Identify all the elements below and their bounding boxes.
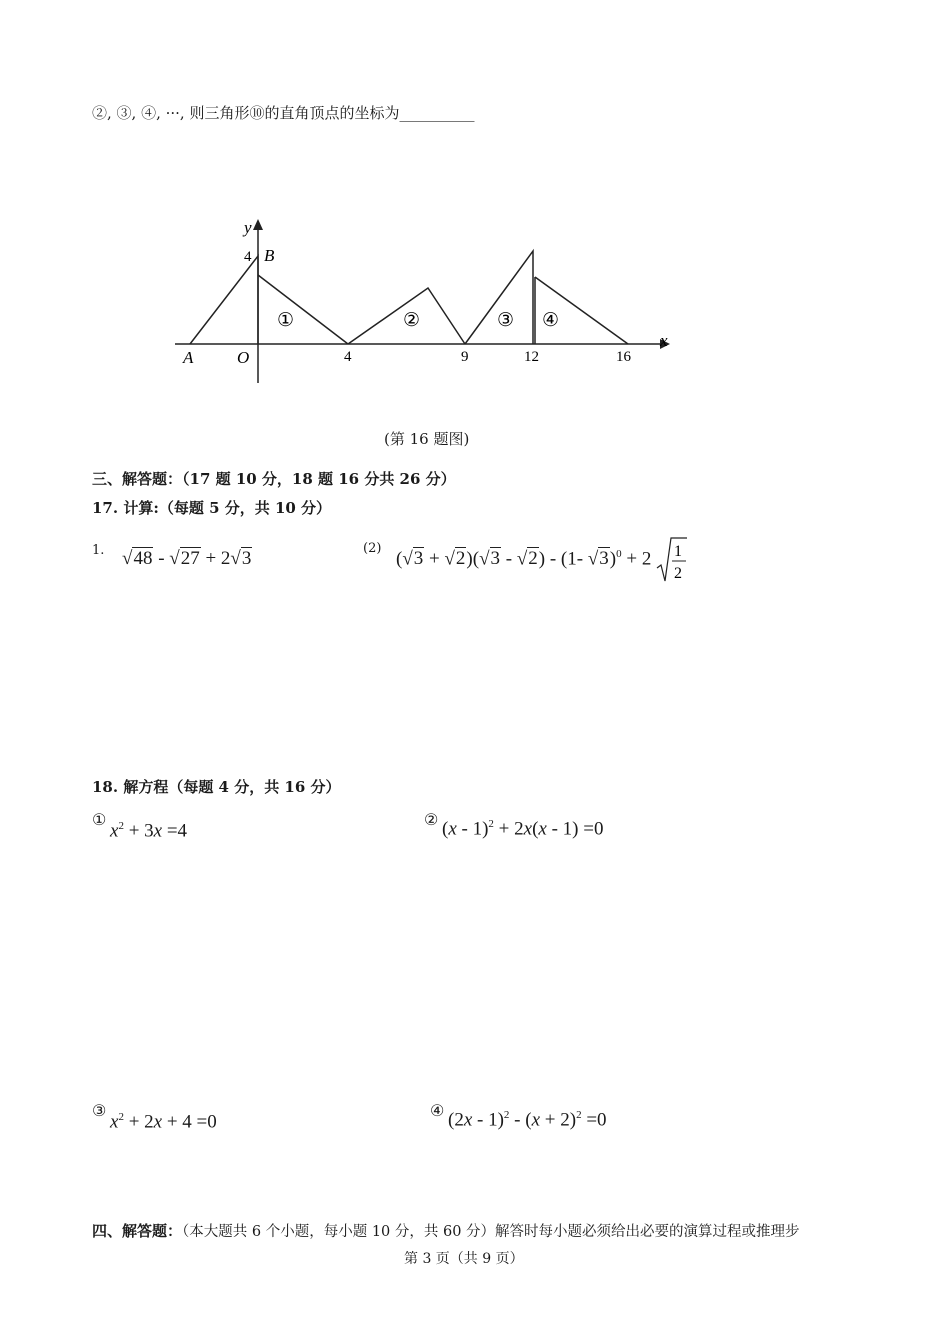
q17-2-number: (2) — [363, 541, 382, 556]
x-axis-label: x — [660, 331, 668, 350]
intro-line: ②, ③, ④, ···, 则三角形⑩的直角顶点的坐标为__________ — [92, 104, 475, 122]
label-a: A — [183, 348, 194, 367]
x-tick-4: 4 — [344, 349, 352, 365]
triangle-label-1: ① — [277, 310, 295, 331]
q17-1-number: 1. — [92, 543, 105, 558]
q17-1-expression: √48 - √27 + 2√3 — [122, 548, 252, 569]
q18-2-equation: (x - 1)$^2$ + 2x(x - 1) =0 — [442, 818, 604, 840]
y-tick-4: 4 — [244, 249, 252, 265]
figure-16 — [160, 205, 690, 390]
q18-title: 18. 解方程（每题 4 分，共 16 分） — [92, 778, 341, 796]
page-footer: 第 3 页（共 9 页） — [404, 1251, 524, 1267]
x-tick-16: 16 — [616, 349, 631, 365]
q18-1-number: ① — [92, 810, 107, 829]
q18-4-number: ④ — [430, 1101, 445, 1120]
q18-1-equation: $x^2 + 3x =4$ — [110, 820, 188, 842]
section-4-heading — [92, 1220, 800, 1241]
x-tick-9: 9 — [461, 349, 469, 365]
section-3-heading: 三、解答题：（17 题 10 分，18 题 16 分共 26 分） — [92, 470, 456, 488]
y-axis-label: y — [244, 218, 252, 237]
section-4-heading-bold: 四、解答题： — [92, 1222, 183, 1240]
x-tick-12: 12 — [524, 349, 539, 365]
q18-3-equation: $x^2 + 2x + 4 =0$ — [110, 1111, 217, 1133]
q18-2-number: ② — [424, 810, 439, 829]
triangle-aob — [190, 256, 258, 344]
section-4-heading-rest: （本大题共 6 个小题，每小题 10 分，共 60 分）解答时每小题必须给出必要的演算过程或推理步 — [182, 1224, 800, 1240]
triangle-label-2: ② — [403, 310, 421, 331]
triangle-label-4: ④ — [542, 310, 560, 331]
triangle-1 — [258, 275, 348, 344]
svg-text:2: 2 — [674, 565, 682, 582]
figure-caption: (第 16 题图) — [384, 430, 470, 448]
label-o: O — [237, 348, 250, 367]
q18-3-number: ③ — [92, 1101, 107, 1120]
q18-4-equation: $(2x - 1)^2 - (x + 2)^2 =0$ — [448, 1109, 607, 1131]
label-b: B — [264, 246, 275, 265]
q17-title: 17. 计算:（每题 5 分，共 10 分） — [92, 499, 332, 517]
q17-2-expression: (√3 + √2)(√3 - √2) - (1- √3)$^0$ + 2 — [396, 548, 652, 570]
y-axis-arrow — [253, 219, 263, 230]
triangle-label-3: ③ — [497, 310, 515, 331]
svg-text:1: 1 — [674, 543, 682, 560]
q17-2-sqrt-fraction — [656, 536, 688, 584]
